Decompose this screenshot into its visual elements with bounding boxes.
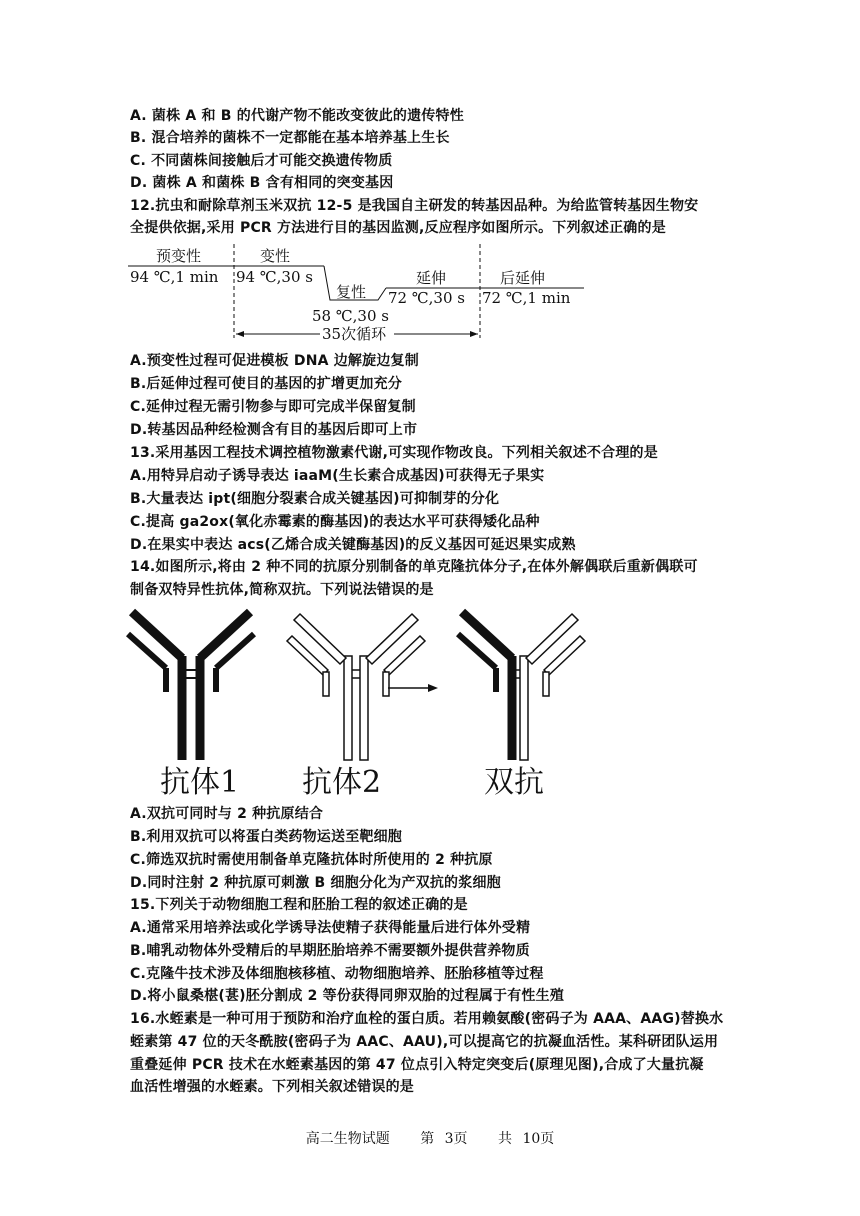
q12-stem-line2: 全提供依据,采用 PCR 方法进行目的基因监测,反应程序如图所示。下列叙述正确的是 [130, 220, 666, 236]
q11-option-c: C. 不同菌株间接触后才可能交换遗传物质 [130, 153, 393, 169]
q14-stem-line1: 14.如图所示,将由 2 种不同的抗原分别制备的单克隆抗体分子,在体外解偶联后重新偶联可 [130, 559, 698, 575]
q13-option-b: B.大量表达 ipt(细胞分裂素合成关键基因)可抑制芽的分化 [130, 491, 500, 507]
q14-option-c: C.筛选双抗时需使用制备单克隆抗体时所使用的 2 种抗原 [130, 852, 493, 868]
q15-option-c: C.克隆牛技术涉及体细胞核移植、动物细胞培养、胚胎移植等过程 [130, 966, 544, 982]
q12-option-d: D.转基因品种经检测含有目的基因后即可上市 [130, 422, 418, 438]
q16-line1: 16.水蛭素是一种可用于预防和治疗血栓的蛋白质。若用赖氨酸(密码子为 AAA、AAG)替换水 [130, 1011, 724, 1027]
extend-condition: 72 ℃,30 s [388, 289, 465, 307]
q11-option-b: B. 混合培养的菌株不一定都能在基本培养基上生长 [130, 130, 450, 146]
cycles-arrow-right [470, 331, 478, 337]
bispecific-antibody-shape [458, 612, 585, 760]
cycles-label: 35次循环 [322, 325, 387, 342]
antibody-1-label: 抗体1 [160, 765, 240, 800]
cycles-arrow-left [236, 331, 244, 337]
q14-option-b: B.利用双抗可以将蛋白类药物运送至靶细胞 [130, 829, 402, 845]
q14-option-d: D.同时注射 2 种抗原可刺激 B 细胞分化为产双抗的浆细胞 [130, 875, 501, 891]
footer-page: 第 3页 [420, 1131, 468, 1147]
q14-option-a: A.双抗可同时与 2 种抗原结合 [130, 806, 324, 822]
q11-option-a: A. 菌株 A 和 B 的代谢产物不能改变彼此的遗传特性 [130, 108, 464, 124]
predenature-condition: 94 ℃,1 min [130, 268, 219, 286]
q12-option-b: B.后延伸过程可使目的基因的扩增更加充分 [130, 376, 402, 392]
q15-option-d: D.将小鼠桑椹(葚)胚分割成 2 等份获得同卵双胎的过程属于有性生殖 [130, 988, 565, 1004]
q12-stem-line1: 12.抗虫和耐除草剂玉米双抗 12-5 是我国自主研发的转基因品种。为给监管转基因生物安 [130, 198, 699, 214]
footer-subject: 高二生物试题 [305, 1131, 390, 1147]
antibody-1-shape [128, 612, 254, 760]
denature-condition: 94 ℃,30 s [236, 268, 313, 286]
q15-stem: 15.下列关于动物细胞工程和胚胎工程的叙述正确的是 [130, 897, 468, 913]
q16-line3: 重叠延伸 PCR 技术在水蛭素基因的第 47 位点引入特定突变后(原理见图),合成了大量抗凝 [130, 1057, 704, 1073]
q11-option-d: D. 菌株 A 和菌株 B 含有相同的突变基因 [130, 175, 394, 191]
q16-line4: 血活性增强的水蛭素。下列相关叙述错误的是 [130, 1079, 414, 1095]
conversion-arrow [388, 684, 438, 692]
q13-option-a: A.用特异启动子诱导表达 iaaM(生长素合成基因)可获得无子果实 [130, 468, 545, 484]
footer-total: 共 10页 [498, 1131, 555, 1147]
bispecific-label: 双抗 [484, 765, 544, 800]
q16-line2: 蛭素第 47 位的天冬酰胺(密码子为 AAC、AAU),可以提高它的抗凝血活性。某科研团队运用 [130, 1034, 719, 1050]
extend-label: 延伸 [416, 269, 447, 287]
q13-stem: 13.采用基因工程技术调控植物激素代谢,可实现作物改良。下列相关叙述不合理的是 [130, 445, 658, 461]
pcr-program-figure [128, 242, 588, 342]
q13-option-d: D.在果实中表达 acs(乙烯合成关键酶基因)的反义基因可延迟果实成熟 [130, 537, 576, 553]
anneal-label: 复性 [336, 283, 367, 301]
q15-option-a: A.通常采用培养法或化学诱导法使精子获得能量后进行体外受精 [130, 920, 531, 936]
antibody-figure [126, 604, 596, 800]
q13-option-c: C.提高 ga2ox(氧化赤霉素的酶基因)的表达水平可获得矮化品种 [130, 514, 540, 530]
q15-option-b: B.哺乳动物体外受精后的早期胚胎培养不需要额外提供营养物质 [130, 943, 530, 959]
anneal-condition: 58 ℃,30 s [312, 307, 389, 325]
predenature-label: 预变性 [156, 247, 202, 265]
page-footer [0, 1128, 860, 1148]
antibody-2-shape [287, 614, 425, 760]
antibody-2-label: 抗体2 [302, 765, 382, 800]
q14-stem-line2: 制备双特异性抗体,简称双抗。下列说法错误的是 [130, 582, 434, 598]
postextend-condition: 72 ℃,1 min [482, 289, 571, 307]
postextend-label: 后延伸 [500, 269, 546, 287]
q12-option-c: C.延伸过程无需引物参与即可完成半保留复制 [130, 399, 416, 415]
q12-option-a: A.预变性过程可促进模板 DNA 边解旋边复制 [130, 353, 419, 369]
denature-label: 变性 [260, 247, 291, 265]
